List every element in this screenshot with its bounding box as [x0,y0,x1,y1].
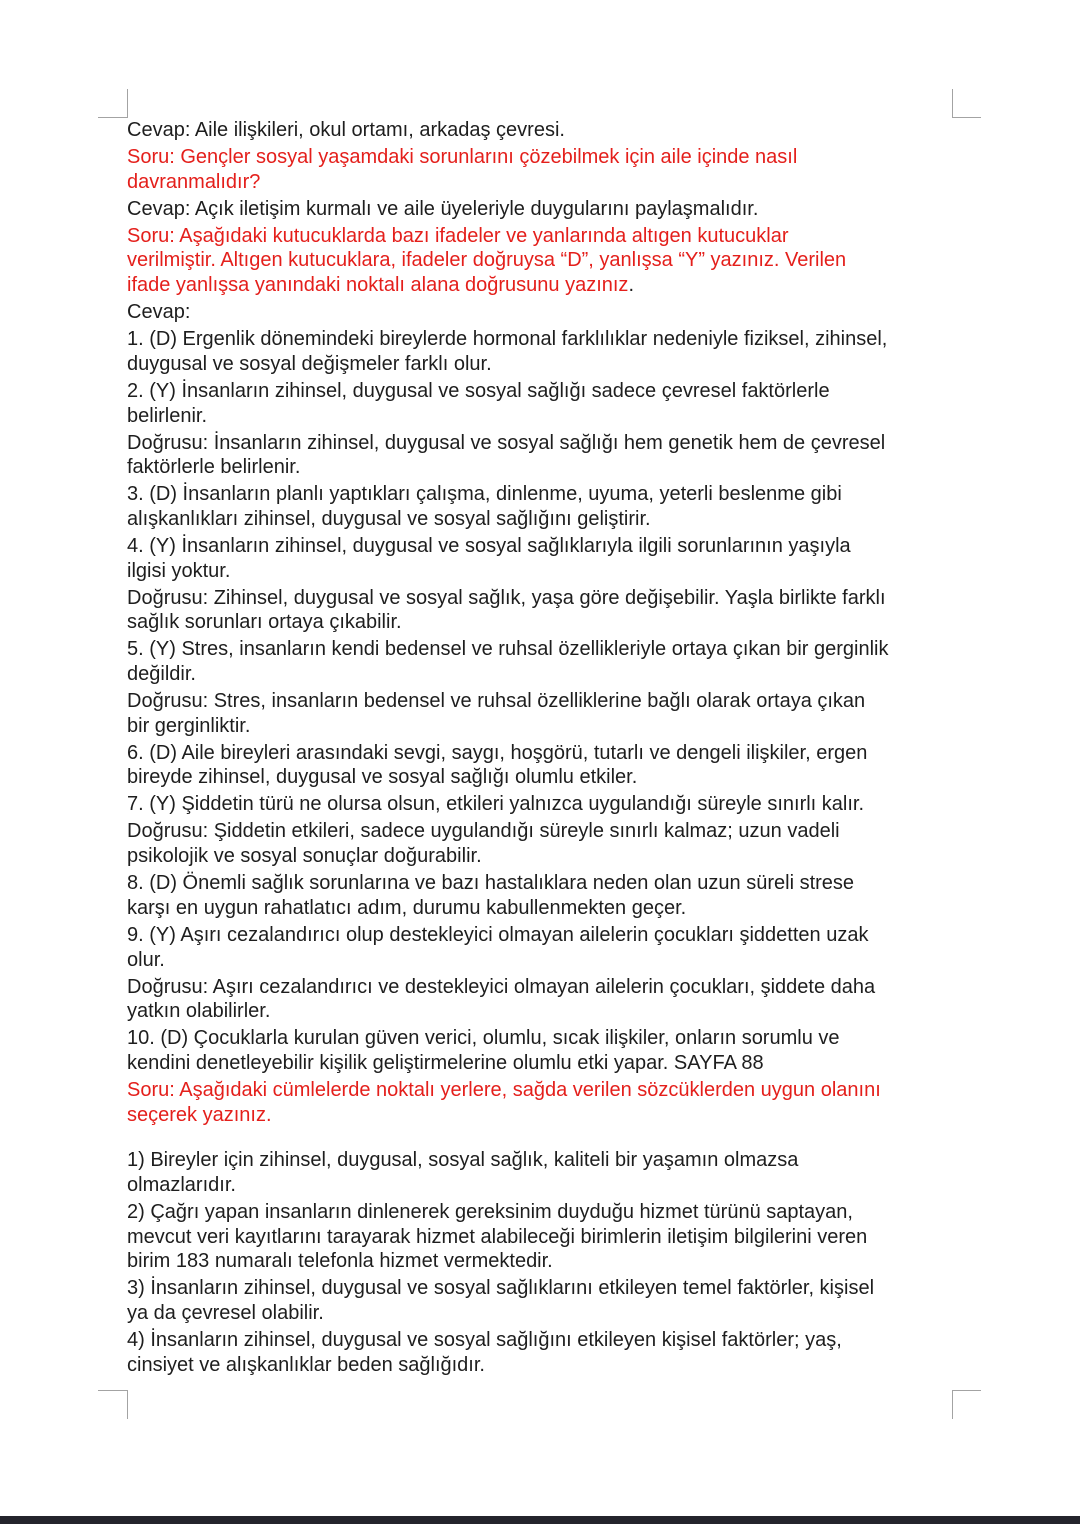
true-false-item [127,871,1027,920]
text-line: Doğrusu: Stres, insanların bedensel ve ruhsal özelliklerine bağlı olarak ortaya çıkan [127,690,866,713]
text-line: faktörlerle belirlenir. [127,456,301,479]
text-line: duygusal ve sosyal değişmeler farklı olur. [127,352,492,375]
text-line: olur. [127,948,165,971]
text-line: 1. (D) Ergenlik dönemindeki bireylerde hormonal farklılıklar nedeniyle fiziksel, zihinsel, [127,328,888,351]
fill-in-sentence [127,1148,1027,1197]
fill-in-sentence [127,1200,1027,1274]
text-line: 3. (D) İnsanların planlı yaptıkları çalışma, dinlenme, uyuma, yeterli beslenme gibi [127,483,842,506]
true-false-item [127,327,1027,376]
crop-mark-bottom-right [952,1390,953,1419]
text-line: sağlık sorunları ortaya çıkabilir. [127,611,402,634]
question-text: ifade yanlışsa yanındaki noktalı alana doğrusunu yazınız [127,274,629,297]
text-line: Cevap: Aile ilişkileri, okul ortamı, arkadaş çevresi. [127,119,565,141]
text-line: verilmiştir. Altıgen kutucuklara, ifadeler doğruysa “D”, yanlışsa “Y” yazınız. Verilen [127,249,847,272]
text-line: 4) İnsanların zihinsel, duygusal ve sosyal sağlığını etkileyen kişisel faktörler; yaş, [127,1329,842,1352]
text-line: 2) Çağrı yapan insanların dinlenerek gereksinim duyduğu hizmet türünü saptayan, [127,1201,853,1224]
text-line: bir gerginliktir. [127,714,251,737]
text-line: değildir. [127,663,196,686]
crop-mark-bottom-left [98,1390,127,1391]
text-line: olmazlarıdır. [127,1174,236,1197]
text-line: 3) İnsanların zihinsel, duygusal ve sosyal sağlıklarını etkileyen temel faktörler, kişisel [127,1277,875,1300]
crop-mark-bottom-left [127,1390,128,1419]
text-line: 9. (Y) Aşırı cezalandırıcı olup destekleyici olmayan ailelerin çocukları şiddetten uzak [127,923,869,946]
text-line [127,273,1027,298]
text-line: seçerek yazınız. [127,1103,272,1126]
text-line: Soru: Aşağıdaki kutucuklarda bazı ifadeler ve yanlarında altıgen kutucuklar [127,224,789,247]
true-false-item [127,792,1027,817]
fill-in-sentence [127,1276,1027,1325]
true-false-item [127,379,1027,428]
true-false-item [127,741,1027,790]
crop-mark-bottom-right [952,1390,981,1391]
text-line: birim 183 numaralı telefonla hizmet vermektedir. [127,1250,553,1273]
text-line: Soru: Aşağıdaki cümlelerde noktalı yerlere, sağda verilen sözcüklerden uygun olanını [127,1078,881,1101]
text-line: 10. (D) Çocuklarla kurulan güven verici, olumlu, sıcak ilişkiler, onların sorumlu ve [127,1027,840,1050]
text-line: belirlenir. [127,404,208,427]
answer-heading [127,300,1027,325]
correction-paragraph [127,975,1027,1024]
true-false-item [127,534,1027,583]
text-line: cinsiyet ve alışkanlıklar beden sağlığıdır. [127,1353,485,1376]
answer-paragraph [127,118,1027,143]
crop-mark-top-left [127,89,128,118]
text-line: Doğrusu: Aşırı cezalandırıcı ve destekleyici olmayan ailelerin çocukları, şiddete daha [127,975,876,998]
question-paragraph [127,224,1027,298]
correction-paragraph [127,819,1027,868]
fill-in-sentence [127,1328,1027,1377]
answer-paragraph [127,197,1027,222]
text-line: Doğrusu: Zihinsel, duygusal ve sosyal sağlık, yaşa göre değişebilir. Yaşla birlikte farklı [127,586,886,609]
text-line: 8. (D) Önemli sağlık sorunlarına ve bazı hastalıklara neden olan uzun süreli strese [127,872,855,895]
text-line: Doğrusu: Şiddetin etkileri, sadece uygulandığı süreyle sınırlı kalmaz; uzun vadeli [127,820,840,843]
text-line: Doğrusu: İnsanların zihinsel, duygusal ve sosyal sağlığı hem genetik hem de çevresel [127,431,886,454]
text-line: yatkın olabilirler. [127,1000,271,1023]
text-line: ya da çevresel olabilir. [127,1302,324,1325]
correction-paragraph [127,689,1027,738]
question-paragraph [127,1078,1027,1127]
text-line: 1) Bireyler için zihinsel, duygusal, sosyal sağlık, kaliteli bir yaşamın olmazsa [127,1149,799,1172]
text-line: 4. (Y) İnsanların zihinsel, duygusal ve sosyal sağlıklarıyla ilgili sorunlarının yaşıyla [127,534,851,557]
text-line: karşı en uygun rahatlatıcı adım, durumu kabullenmekten geçer. [127,896,687,919]
question-paragraph [127,145,1027,194]
text-line: psikolojik ve sosyal sonuçlar doğurabilir. [127,845,482,868]
text-line: 7. (Y) Şiddetin türü ne olursa olsun, etkileri yalnızca uygulandığı süreyle sınırlı kalır. [127,793,865,816]
true-false-item [127,482,1027,531]
correction-paragraph [127,431,1027,480]
text-line: mevcut veri kayıtlarını tarayarak hizmet alabileceği birimlerin iletişim bilgilerini veren [127,1225,868,1248]
text-line: Cevap: Açık iletişim kurmalı ve aile üyeleriyle duygularını paylaşmalıdır. [127,197,759,220]
text-line: Cevap: [127,301,191,324]
true-false-item [127,637,1027,686]
text-line: alışkanlıkları zihinsel, duygusal ve sosyal sağlığını geliştirir. [127,507,651,530]
text-line: bireyde zihinsel, duygusal ve sosyal sağlığı olumlu etkiler. [127,766,638,789]
crop-mark-top-right [952,89,953,118]
text-line: ilgisi yoktur. [127,559,231,582]
true-false-item [127,1026,1027,1075]
text-line: 2. (Y) İnsanların zihinsel, duygusal ve sosyal sağlığı sadece çevresel faktörlerle [127,379,830,402]
text-line: 5. (Y) Stres, insanların kendi bedensel ve ruhsal özellikleriyle ortaya çıkan bir gerginlik [127,638,889,661]
trailing-period: . [628,274,634,297]
text-line: 6. (D) Aile bireyleri arasındaki sevgi, saygı, hoşgörü, tutarlı ve dengeli ilişkiler, ergen [127,741,868,764]
correction-paragraph [127,586,1027,635]
crop-mark-top-left [98,117,127,118]
text-line: davranmalıdır? [127,170,261,193]
text-line: Soru: Gençler sosyal yaşamdaki sorunlarını çözebilmek için aile içinde nasıl [127,146,798,168]
bottom-bar [0,1516,1080,1524]
text-line: kendini denetleyebilir kişilik geliştirmelerine olumlu etki yapar. SAYFA 88 [127,1051,764,1074]
true-false-item [127,923,1027,972]
document-body [127,118,1027,1380]
